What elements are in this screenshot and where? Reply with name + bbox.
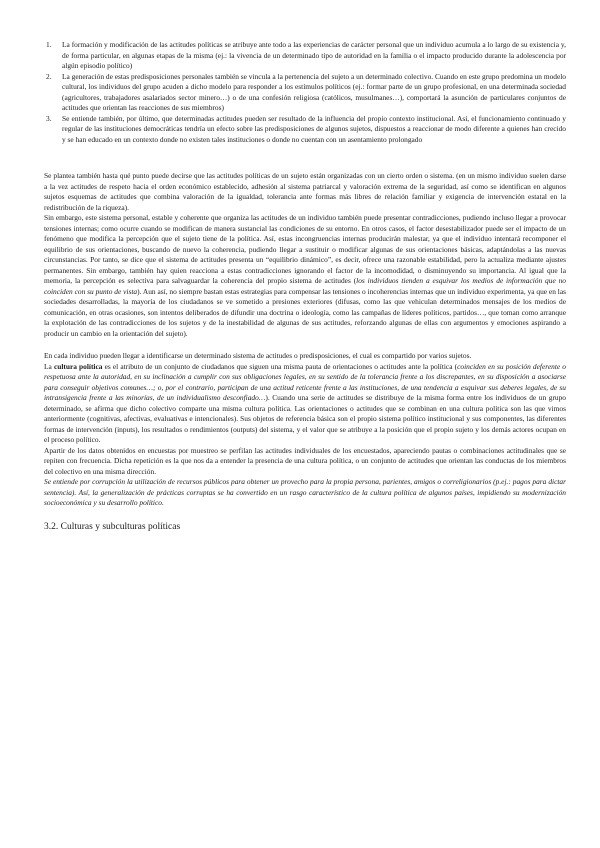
list-text: La formación y modificación de las actitudes políticas se atribuye ante todo a las experiencias de carácter personal que un individuo acumula a lo largo de su existencia y, de forma particular, en algunas etapas de la misma (ej.: la vivencia de un determinado tipo de autoridad en la familia o el impacto producido durante la adolescencia por algún episodio político)	[62, 40, 566, 70]
list-number: 3.	[46, 113, 52, 123]
paragraph-text: La	[44, 361, 54, 371]
numbered-list	[44, 40, 566, 145]
list-item	[44, 72, 566, 114]
list-number: 1.	[46, 40, 52, 49]
paragraph-text: Sin embargo, este sistema personal, estable y coherente que organiza las actitudes de un individuo también puede presentar contradicciones, pudiendo incluso llegar a provocar tensiones internas; como ocurre cuando se modifican de manera sustancial las condiciones de su entorno. En otros casos, el factor desestabilizador puede ser el impacto de un fenómeno que modifica la percepción que el sujeto tiene de la política. Así, estas incongruencias internas producirán malestar, ya que el individuo intentará recomponer el equilibrio de sus orientaciones, buscando de nuevo la coherencia, pudiendo llegar a sustituir o modificar algunas de sus orientaciones básicas, adaptándolas a las nuevas circunstancias. Por tanto, se dice que el sistema de actitudes presenta un “equilibrio dinámico”, es decir, ofrece una razonable estabilidad, pero la actualiza mediante ajustes permanentes. Sin embargo, también hay quien reacciona a estas contradicciones ignorando el factor de la incomodidad, o disminuyendo su importancia. Al igual que la memoria, la percepción es selectiva para salvaguardar la coherencia del propio sistema de actitudes (	[44, 213, 566, 285]
term-political-culture: cultura política	[53, 361, 103, 371]
paragraph-dynamic-equilibrium	[44, 213, 566, 339]
list-text: La generación de estas predisposiciones personales también se vincula a la pertenencia del sujeto a un determinado colectivo. Cuando en este grupo predomina un modelo cultural, los individuos del grupo acuden a dicho modelo para responder a los estímulos políticos (ej.: formar parte de un grupo profesional, en una determinada sociedad (agricultores, trabajadores asalariados sector minero…) o de una confesión religiosa (católicos, musulmanes…), comportará la asunción de particulares conjuntos de actitudes que orientan las reacciones de sus miembros)	[62, 71, 566, 112]
paragraph-political-culture-definition	[44, 362, 566, 446]
spacer	[44, 339, 566, 351]
paragraph-attitude-system: Se plantea también hasta qué punto puede decirse que las actitudes políticas de un sujeto están organizadas con un cierto orden o sistema. (en un mismo individuo suelen darse a la vez actitudes de respeto hacia el orden económico establecido, adhesión al sistema patriarcal y valoración extrema de la seguridad, así como se identifican en algunos sujetos esquemas de actitudes que combina valoración de la igualdad, tolerancia ante formas más libres de relación familiar y exigencia de intervención estatal en la redistribución de la riqueza).	[44, 171, 566, 212]
list-item	[44, 114, 566, 146]
paragraph-corruption: Se entiende por corrupción la utilización de recursos públicos para obtener un provecho para la propia persona, parientes, amigos o correligionarios (p.ej.: pagos para dictar sentencia). Así, la generalización de prácticas corruptas se ha convertido en un rasgo característico de la cultura política de algunos países, impidiendo su modernización socioeconómica y su desarrollo político.	[44, 477, 566, 507]
paragraph-text: ). Aun así, no siempre bastan estas estrategias para compensar las tensiones o incoherencias internas que un individuo experimenta, ya que en las sociedades desarrolladas, la mayoría de los ciudadanos se ve sometido a presiones exteriores (difusas, como las que vehiculan determinados mensajes de los medios de comunicación, en otras ocasiones, son intentos deliberados de difundir una doctrina o ideología, como las campañas de líderes políticos, partidos…, que toman como arranque la explotación de las contradicciones de los sujetos y de la inestabilidad de algunas de sus actitudes, reforzando algunas de ellas con argumentos y emociones aspirando a producir un cambio en la orientación del sujeto).	[44, 286, 566, 338]
paragraph-italic-example: los individuos tienden a esquivar los medios de información que no coinciden con su punto de vista	[44, 276, 566, 296]
list-text: Se entiende también, por último, que determinadas actitudes pueden ser resultado de la influencia del propio contexto institucional. Así, el funcionamiento continuado y regular de las instituciones democráticas tendría un efecto sobre las predisposiciones de algunos sujetos, dispuestos a reaccionar de modo diferente a quienes han crecido y se han educado en un contexto donde no existen tales instituciones o donde no cuentan con un asentamiento prolongado	[62, 113, 566, 144]
paragraph-shared-system: En cada individuo pueden llegar a identificarse un determinado sistema de actitudes o predisposiciones, el cual es compartido por varios sujetos.	[44, 351, 472, 360]
section-heading: 3.2. Culturas y subculturas políticas	[44, 521, 181, 532]
paragraph-text: ). Cuando una serie de actitudes se distribuye de la misma forma entre los individuos de un grupo determinado, se afirma que dicho colectivo comparte una misma cultura política. Las orientaciones o actitudes que se combinan en una cultura política son las que vimos anteriormente (cognitivas, afectivas, evaluativas e intencionales). Sus objetos de referencia básica son el propio sistema político institucional y sus componentes, las diferentes formas de intervención (inputs), los resultados o rendimientos (outputs) del sistema, y el valor que se atribuye a la posición que el propio sujeto y los demás actores ocupan en el proceso político.	[44, 393, 566, 444]
paragraph-survey-data: Apartir de los datos obtenidos en encuestas por muestreo se perfilan las actitudes individuales de los encuestados, apareciendo pautas o combinaciones actitudinales que se repiten con frecuencia. Dicha repetición es la que nos da a entender la presencia de una cultura política, o un conjunto de actitudes que orientan las conductas de los miembros del colectivo en una misma dirección.	[44, 445, 566, 476]
paragraph-text: es el atributo de un conjunto de ciudadanos que siguen una misma pauta de orientaciones o actitudes ante la política (	[102, 361, 458, 371]
list-number: 2.	[46, 71, 52, 81]
paragraph-italic-example: coinciden en su posición deferente o respetuosa ante la autoridad, en su inclinación a cumplir con sus obligaciones legales, en su sentido de la tolerancia frente a los discrepantes, en su disposición a asociarse para conseguir objetivos comunes…; o, por el contrario, participan de una actitud reticente frente a las instituciones, de una tendencia a esquivar sus deberes legales, de su intransigencia frente a las minorías, de un individualismo desconfiado…	[44, 361, 566, 402]
list-item	[44, 40, 566, 72]
spacer	[44, 159, 566, 171]
